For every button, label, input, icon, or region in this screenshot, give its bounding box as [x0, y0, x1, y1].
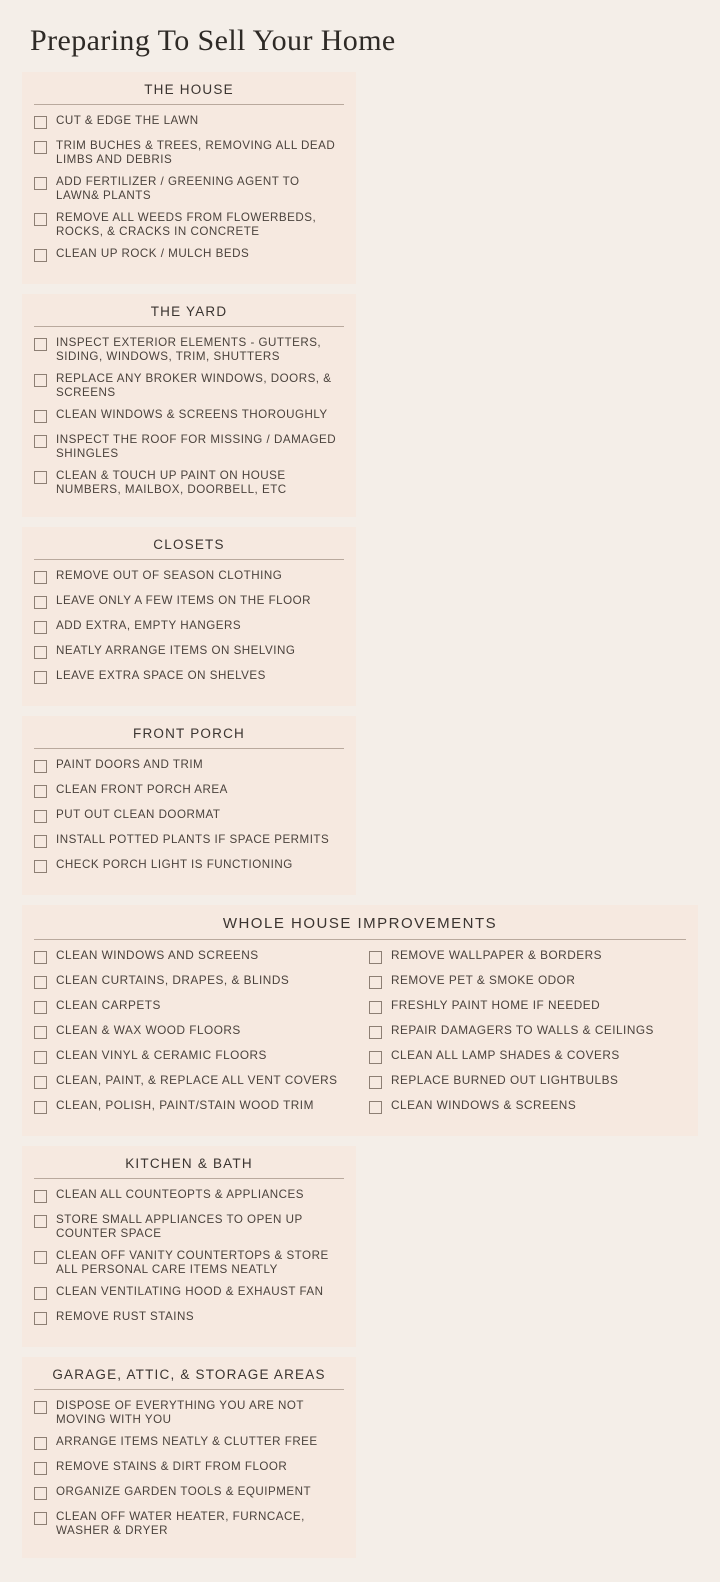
list-item[interactable]	[369, 974, 686, 990]
checkbox-icon[interactable]	[34, 860, 47, 873]
list-item-label: CLEAN, POLISH, PAINT/STAIN WOOD TRIM	[56, 1098, 314, 1112]
checkbox-icon[interactable]	[369, 1051, 382, 1064]
list-item-label: LEAVE ONLY A FEW ITEMS ON THE FLOOR	[56, 594, 312, 607]
list-item[interactable]	[34, 1188, 344, 1204]
checkbox-icon[interactable]	[34, 596, 47, 609]
list-item[interactable]	[34, 114, 344, 130]
list-item[interactable]	[34, 569, 344, 585]
list-item[interactable]	[34, 949, 351, 965]
list-item-label: ORGANIZE GARDEN TOOLS & EQUIPMENT	[56, 1485, 312, 1498]
checkbox-icon[interactable]	[34, 1462, 47, 1475]
section-title: FRONT PORCH	[34, 726, 344, 749]
list-item[interactable]	[34, 1049, 351, 1065]
list-item-label: PAINT DOORS AND TRIM	[56, 758, 204, 771]
list-item-label: CLEAN WINDOWS & SCREENS	[391, 1098, 577, 1112]
checkbox-icon[interactable]	[34, 671, 47, 684]
list-item-label: ADD FERTILIZER / GREENING AGENT TO LAWN& PLANTS	[56, 175, 300, 202]
checkbox-icon[interactable]	[34, 1101, 47, 1114]
list-item[interactable]	[369, 1099, 686, 1115]
checkbox-icon[interactable]	[369, 951, 382, 964]
checkbox-icon[interactable]	[34, 646, 47, 659]
list-item[interactable]	[34, 758, 344, 774]
list-item-label: CLEAN CURTAINS, DRAPES, & BLINDS	[56, 973, 290, 987]
checkbox-icon[interactable]	[369, 976, 382, 989]
list-item[interactable]	[34, 1310, 344, 1326]
checkbox-icon[interactable]	[34, 1401, 47, 1414]
list-item-label: INSPECT EXTERIOR ELEMENTS - GUTTERS, SIDING, WINDOWS, TRIM, SHUTTERS	[56, 336, 322, 363]
section-title: KITCHEN & BATH	[34, 1156, 344, 1179]
list-item-label: CLEAN WINDOWS AND SCREENS	[56, 948, 259, 962]
checkbox-icon[interactable]	[369, 1001, 382, 1014]
section-card-the-house	[22, 72, 356, 284]
list-item[interactable]	[34, 974, 351, 990]
list-item-label: REMOVE STAINS & DIRT FROM FLOOR	[56, 1460, 288, 1473]
list-item[interactable]	[34, 336, 344, 363]
list-item[interactable]	[34, 1024, 351, 1040]
list-item-label: CLEAN & WAX WOOD FLOORS	[56, 1023, 241, 1037]
checkbox-icon[interactable]	[34, 785, 47, 798]
checkbox-icon[interactable]	[34, 1001, 47, 1014]
checklist-items	[34, 949, 686, 1124]
checkbox-icon[interactable]	[369, 1101, 382, 1114]
list-item[interactable]	[369, 1074, 686, 1090]
list-item-label: CLEAN ALL LAMP SHADES & COVERS	[391, 1048, 620, 1062]
list-item-label: CLEAN FRONT PORCH AREA	[56, 783, 228, 796]
checkbox-icon[interactable]	[34, 810, 47, 823]
checklist-items	[34, 114, 344, 272]
list-item[interactable]	[34, 433, 344, 460]
checkbox-icon[interactable]	[34, 1190, 47, 1203]
checkbox-icon[interactable]	[34, 1026, 47, 1039]
section-title: GARAGE, ATTIC, & STORAGE AREAS	[34, 1367, 344, 1390]
section-card-front-porch	[22, 716, 356, 895]
checkbox-icon[interactable]	[34, 141, 47, 154]
checkbox-icon[interactable]	[34, 471, 47, 484]
list-item[interactable]	[34, 833, 344, 849]
checkbox-icon[interactable]	[34, 1215, 47, 1228]
list-item-label: CLEAN OFF VANITY COUNTERTOPS & STORE ALL PERSONAL CARE ITEMS NEATLY	[56, 1249, 329, 1276]
section-card-whole-house-improvements	[22, 905, 698, 1136]
list-item-label: CLEAN WINDOWS & SCREENS THOROUGHLY	[56, 408, 328, 421]
checkbox-icon[interactable]	[34, 621, 47, 634]
checkbox-icon[interactable]	[34, 177, 47, 190]
list-item-label: REMOVE RUST STAINS	[56, 1310, 195, 1323]
checklist-items	[34, 336, 344, 505]
list-item[interactable]	[34, 247, 344, 263]
checkbox-icon[interactable]	[34, 976, 47, 989]
list-item[interactable]	[34, 211, 344, 238]
checkbox-icon[interactable]	[34, 1312, 47, 1325]
list-item[interactable]	[34, 408, 344, 424]
list-item[interactable]	[34, 469, 344, 496]
section-title: CLOSETS	[34, 537, 344, 560]
list-item[interactable]	[34, 669, 344, 685]
list-item[interactable]	[34, 175, 344, 202]
list-item-label: CLEAN & TOUCH UP PAINT ON HOUSE NUMBERS, MAILBOX, DOORBELL, ETC	[56, 469, 287, 496]
list-item[interactable]	[369, 1024, 686, 1040]
list-item-label: REPLACE BURNED OUT LIGHTBULBS	[391, 1073, 619, 1087]
list-item-label: TRIM BUCHES & TREES, REMOVING ALL DEAD LIMBS AND DEBRIS	[56, 139, 336, 166]
checkbox-icon[interactable]	[34, 1287, 47, 1300]
checkbox-icon[interactable]	[34, 374, 47, 387]
checklist-items	[34, 1188, 344, 1335]
list-item[interactable]	[34, 619, 344, 635]
list-item[interactable]	[34, 808, 344, 824]
list-item-label: CUT & EDGE THE LAWN	[56, 114, 199, 127]
list-item[interactable]	[34, 372, 344, 399]
checkbox-icon[interactable]	[34, 571, 47, 584]
list-item-label: REPLACE ANY BROKER WINDOWS, DOORS, & SCREENS	[56, 372, 332, 399]
list-item-label: CLEAN CARPETS	[56, 998, 161, 1012]
checklist-items	[34, 1399, 344, 1546]
list-item-label: REMOVE OUT OF SEASON CLOTHING	[56, 569, 283, 582]
list-item-label: CLEAN VENTILATING HOOD & EXHAUST FAN	[56, 1285, 324, 1298]
checkbox-icon[interactable]	[34, 435, 47, 448]
list-item-label: STORE SMALL APPLIANCES TO OPEN UP COUNTER SPACE	[56, 1213, 303, 1240]
list-item[interactable]	[34, 1074, 351, 1090]
checkbox-icon[interactable]	[34, 1487, 47, 1500]
checkbox-icon[interactable]	[369, 1076, 382, 1089]
checkbox-icon[interactable]	[34, 410, 47, 423]
list-item[interactable]	[34, 1213, 344, 1240]
list-item-label: PUT OUT CLEAN DOORMAT	[56, 808, 221, 821]
section-card-kitchen-bath	[22, 1146, 356, 1347]
list-item[interactable]	[34, 594, 344, 610]
checkbox-icon[interactable]	[34, 116, 47, 129]
page-footer-space	[22, 1558, 698, 1582]
checkbox-icon[interactable]	[34, 951, 47, 964]
list-item-label: LEAVE EXTRA SPACE ON SHELVES	[56, 669, 266, 682]
list-item[interactable]	[34, 1249, 344, 1276]
list-item[interactable]	[34, 1435, 344, 1451]
section-card-the-yard	[22, 294, 356, 517]
section-title: WHOLE HOUSE IMPROVEMENTS	[34, 915, 686, 940]
list-item-label: CLEAN, PAINT, & REPLACE ALL VENT COVERS	[56, 1073, 338, 1087]
list-item-label: ADD EXTRA, EMPTY HANGERS	[56, 619, 242, 632]
list-item-label: NEATLY ARRANGE ITEMS ON SHELVING	[56, 644, 296, 657]
list-item-label: INSPECT THE ROOF FOR MISSING / DAMAGED SHINGLES	[56, 433, 337, 460]
checkbox-icon[interactable]	[369, 1026, 382, 1039]
list-item-label: REPAIR DAMAGERS TO WALLS & CEILINGS	[391, 1023, 654, 1037]
list-item-label: CLEAN VINYL & CERAMIC FLOORS	[56, 1048, 267, 1062]
section-title: THE HOUSE	[34, 82, 344, 105]
checklist-grid	[22, 72, 698, 1558]
checkbox-icon[interactable]	[34, 338, 47, 351]
list-item-label: INSTALL POTTED PLANTS IF SPACE PERMITS	[56, 833, 330, 846]
list-item[interactable]	[34, 139, 344, 166]
list-item-label: CLEAN ALL COUNTEOPTS & APPLIANCES	[56, 1188, 305, 1201]
list-item-label: CLEAN OFF WATER HEATER, FURNCACE, WASHER & DRYER	[56, 1510, 305, 1537]
list-item[interactable]	[369, 949, 686, 965]
list-item[interactable]	[34, 1485, 344, 1501]
list-item[interactable]	[34, 1285, 344, 1301]
list-item[interactable]	[34, 644, 344, 660]
list-item-label: CLEAN UP ROCK / MULCH BEDS	[56, 247, 250, 260]
list-item[interactable]	[34, 999, 351, 1015]
list-item-label: REMOVE ALL WEEDS FROM FLOWERBEDS, ROCKS, & CRACKS IN CONCRETE	[56, 211, 317, 238]
list-item-label: FRESHLY PAINT HOME IF NEEDED	[391, 998, 601, 1012]
list-item[interactable]	[34, 858, 344, 874]
list-item[interactable]	[34, 1099, 351, 1115]
list-item[interactable]	[369, 999, 686, 1015]
list-item[interactable]	[34, 1510, 344, 1537]
checkbox-icon[interactable]	[34, 1437, 47, 1450]
checkbox-icon[interactable]	[34, 1076, 47, 1089]
list-item-label: DISPOSE OF EVERYTHING YOU ARE NOT MOVING WITH YOU	[56, 1399, 304, 1426]
section-card-closets	[22, 527, 356, 706]
checkbox-icon[interactable]	[34, 249, 47, 262]
list-item-label: REMOVE WALLPAPER & BORDERS	[391, 948, 602, 962]
list-item-label: CHECK PORCH LIGHT IS FUNCTIONING	[56, 858, 293, 871]
checkbox-icon[interactable]	[34, 213, 47, 226]
checklist-items	[34, 758, 344, 883]
list-item-label: REMOVE PET & SMOKE ODOR	[391, 973, 576, 987]
checkbox-icon[interactable]	[34, 1251, 47, 1264]
section-title: THE YARD	[34, 304, 344, 327]
list-item[interactable]	[369, 1049, 686, 1065]
checkbox-icon[interactable]	[34, 835, 47, 848]
list-item-label: ARRANGE ITEMS NEATLY & CLUTTER FREE	[56, 1435, 318, 1448]
list-item[interactable]	[34, 1399, 344, 1426]
list-item[interactable]	[34, 1460, 344, 1476]
checkbox-icon[interactable]	[34, 760, 47, 773]
section-card-garage-attic-storage	[22, 1357, 356, 1558]
checklist-items	[34, 569, 344, 694]
checkbox-icon[interactable]	[34, 1512, 47, 1525]
list-item[interactable]	[34, 783, 344, 799]
checkbox-icon[interactable]	[34, 1051, 47, 1064]
page-title: Preparing To Sell Your Home	[30, 24, 396, 57]
